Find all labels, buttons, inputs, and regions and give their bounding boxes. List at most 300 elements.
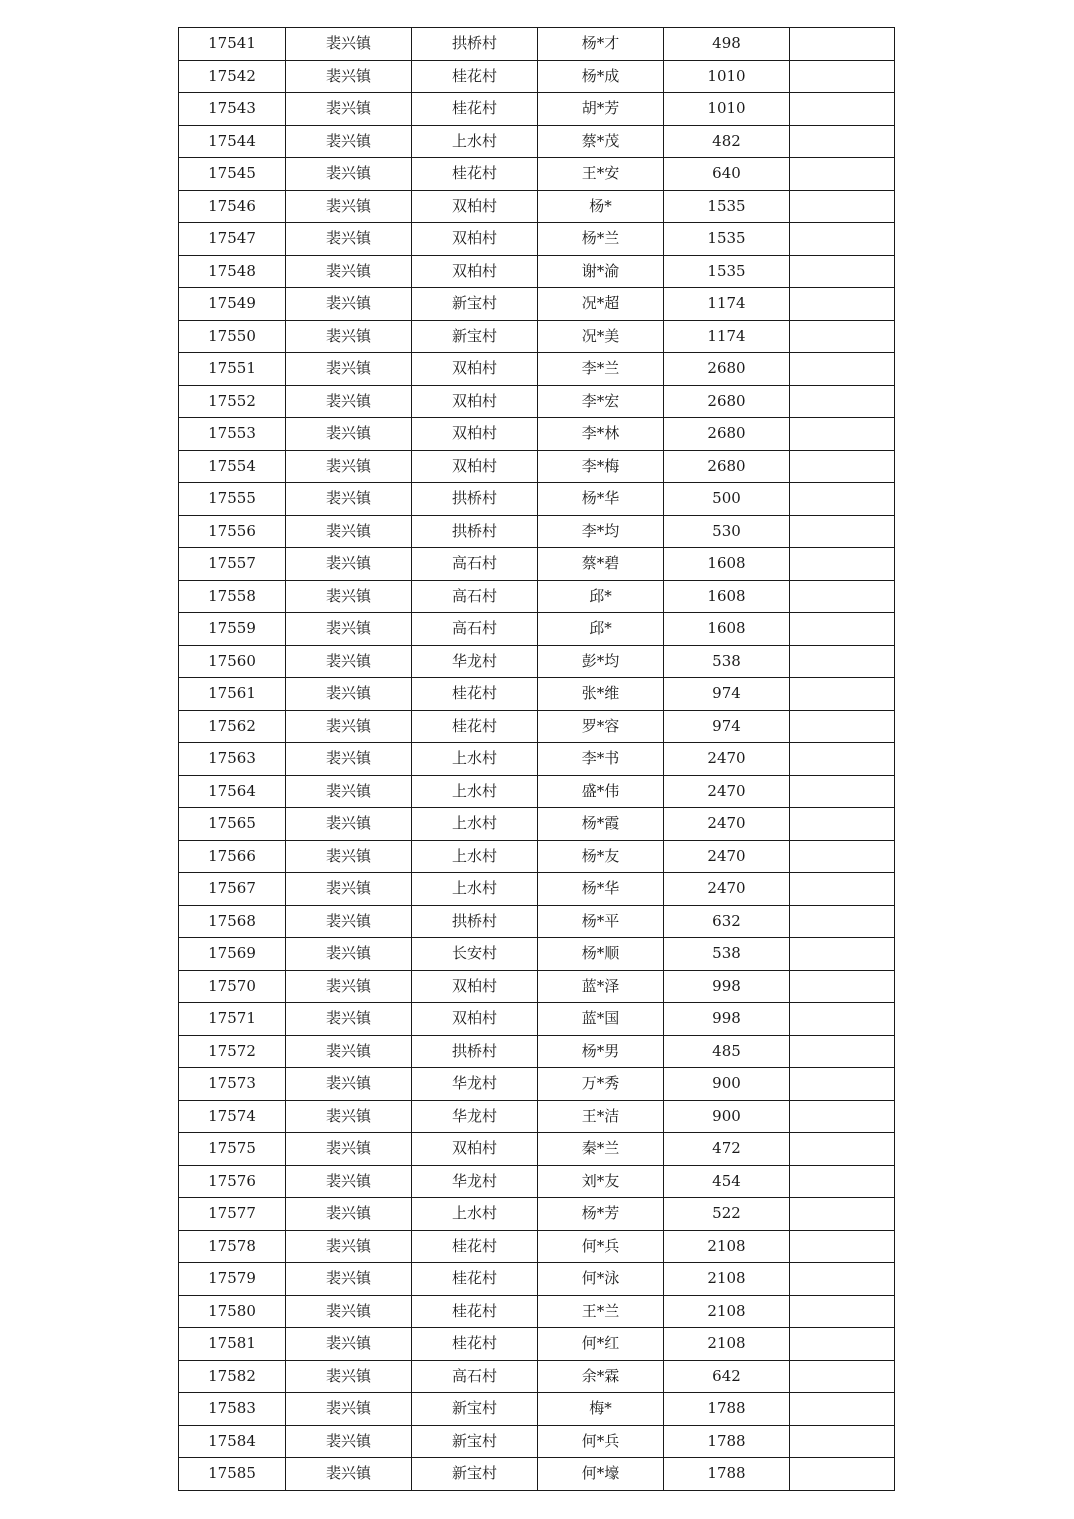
town-cell: 裴兴镇 [286,548,412,581]
name-cell: 杨*霞 [538,808,664,841]
amount-cell: 2108 [664,1263,790,1296]
village-cell: 华龙村 [412,645,538,678]
record-id-cell: 17558 [179,580,286,613]
village-cell: 新宝村 [412,1458,538,1491]
record-id-cell: 17583 [179,1393,286,1426]
village-cell: 上水村 [412,1198,538,1231]
name-cell: 杨*平 [538,905,664,938]
record-id-cell: 17550 [179,320,286,353]
record-id-cell: 17548 [179,255,286,288]
amount-cell: 2680 [664,418,790,451]
remark-cell [790,288,895,321]
record-id-cell: 17575 [179,1133,286,1166]
amount-cell: 1788 [664,1458,790,1491]
village-cell: 高石村 [412,580,538,613]
village-cell: 桂花村 [412,1328,538,1361]
name-cell: 张*维 [538,678,664,711]
village-cell: 桂花村 [412,1263,538,1296]
village-cell: 桂花村 [412,1295,538,1328]
amount-cell: 900 [664,1100,790,1133]
name-cell: 邱* [538,580,664,613]
remark-cell [790,1393,895,1426]
record-id-cell: 17545 [179,158,286,191]
record-id-cell: 17579 [179,1263,286,1296]
town-cell: 裴兴镇 [286,1068,412,1101]
town-cell: 裴兴镇 [286,353,412,386]
village-cell: 双柏村 [412,970,538,1003]
table-row [179,1100,895,1133]
amount-cell: 472 [664,1133,790,1166]
town-cell: 裴兴镇 [286,905,412,938]
village-cell: 上水村 [412,873,538,906]
record-id-cell: 17574 [179,1100,286,1133]
name-cell: 万*秀 [538,1068,664,1101]
record-id-cell: 17578 [179,1230,286,1263]
remark-cell [790,548,895,581]
village-cell: 双柏村 [412,190,538,223]
record-id-cell: 17581 [179,1328,286,1361]
table-row [179,353,895,386]
amount-cell: 900 [664,1068,790,1101]
name-cell: 蓝*国 [538,1003,664,1036]
name-cell: 杨*友 [538,840,664,873]
amount-cell: 1174 [664,288,790,321]
village-cell: 华龙村 [412,1068,538,1101]
village-cell: 新宝村 [412,1425,538,1458]
record-id-cell: 17549 [179,288,286,321]
village-cell: 桂花村 [412,93,538,126]
town-cell: 裴兴镇 [286,710,412,743]
amount-cell: 1010 [664,60,790,93]
record-id-cell: 17582 [179,1360,286,1393]
record-id-cell: 17544 [179,125,286,158]
table-row [179,645,895,678]
town-cell: 裴兴镇 [286,1393,412,1426]
table-row [179,938,895,971]
record-id-cell: 17563 [179,743,286,776]
remark-cell [790,1100,895,1133]
remark-cell [790,1263,895,1296]
table-row [179,288,895,321]
table-row [179,1393,895,1426]
table-row [179,1458,895,1491]
village-cell: 拱桥村 [412,483,538,516]
amount-cell: 1535 [664,255,790,288]
table-row [179,743,895,776]
town-cell: 裴兴镇 [286,840,412,873]
remark-cell [790,223,895,256]
village-cell: 高石村 [412,1360,538,1393]
table-row [179,710,895,743]
town-cell: 裴兴镇 [286,1458,412,1491]
remark-cell [790,1035,895,1068]
name-cell: 蓝*泽 [538,970,664,1003]
remark-cell [790,450,895,483]
remark-cell [790,190,895,223]
village-cell: 上水村 [412,840,538,873]
town-cell: 裴兴镇 [286,938,412,971]
remark-cell [790,808,895,841]
amount-cell: 2108 [664,1295,790,1328]
table-row [179,1198,895,1231]
amount-cell: 522 [664,1198,790,1231]
name-cell: 杨*男 [538,1035,664,1068]
amount-cell: 998 [664,970,790,1003]
village-cell: 双柏村 [412,418,538,451]
name-cell: 王*兰 [538,1295,664,1328]
record-id-cell: 17585 [179,1458,286,1491]
village-cell: 华龙村 [412,1100,538,1133]
amount-cell: 974 [664,678,790,711]
amount-cell: 2470 [664,873,790,906]
table-row [179,678,895,711]
town-cell: 裴兴镇 [286,580,412,613]
remark-cell [790,743,895,776]
town-cell: 裴兴镇 [286,93,412,126]
town-cell: 裴兴镇 [286,1328,412,1361]
village-cell: 上水村 [412,125,538,158]
record-id-cell: 17557 [179,548,286,581]
record-id-cell: 17570 [179,970,286,1003]
village-cell: 桂花村 [412,678,538,711]
amount-cell: 485 [664,1035,790,1068]
record-id-cell: 17576 [179,1165,286,1198]
record-id-cell: 17573 [179,1068,286,1101]
amount-cell: 538 [664,645,790,678]
town-cell: 裴兴镇 [286,385,412,418]
table-row [179,1230,895,1263]
amount-cell: 530 [664,515,790,548]
record-id-cell: 17556 [179,515,286,548]
village-cell: 上水村 [412,743,538,776]
amount-cell: 2470 [664,808,790,841]
table-row [179,775,895,808]
name-cell: 李*宏 [538,385,664,418]
name-cell: 何*兵 [538,1230,664,1263]
remark-cell [790,645,895,678]
village-cell: 双柏村 [412,450,538,483]
town-cell: 裴兴镇 [286,808,412,841]
remark-cell [790,255,895,288]
name-cell: 杨*成 [538,60,664,93]
amount-cell: 2108 [664,1328,790,1361]
town-cell: 裴兴镇 [286,873,412,906]
remark-cell [790,515,895,548]
amount-cell: 2470 [664,840,790,873]
village-cell: 新宝村 [412,1393,538,1426]
remark-cell [790,1133,895,1166]
record-id-cell: 17564 [179,775,286,808]
town-cell: 裴兴镇 [286,775,412,808]
record-id-cell: 17580 [179,1295,286,1328]
remark-cell [790,613,895,646]
name-cell: 罗*容 [538,710,664,743]
record-id-cell: 17552 [179,385,286,418]
name-cell: 邱* [538,613,664,646]
table-row [179,190,895,223]
remark-cell [790,28,895,61]
record-id-cell: 17546 [179,190,286,223]
remark-cell [790,353,895,386]
record-id-cell: 17541 [179,28,286,61]
remark-cell [790,1458,895,1491]
town-cell: 裴兴镇 [286,1165,412,1198]
town-cell: 裴兴镇 [286,645,412,678]
record-id-cell: 17562 [179,710,286,743]
name-cell: 蔡*碧 [538,548,664,581]
town-cell: 裴兴镇 [286,515,412,548]
name-cell: 刘*友 [538,1165,664,1198]
amount-cell: 998 [664,1003,790,1036]
record-id-cell: 17565 [179,808,286,841]
table-row [179,418,895,451]
record-id-cell: 17547 [179,223,286,256]
record-id-cell: 17567 [179,873,286,906]
remark-cell [790,1198,895,1231]
village-cell: 桂花村 [412,60,538,93]
name-cell: 王*安 [538,158,664,191]
town-cell: 裴兴镇 [286,1035,412,1068]
table-row [179,1425,895,1458]
remark-cell [790,1230,895,1263]
town-cell: 裴兴镇 [286,190,412,223]
record-id-cell: 17561 [179,678,286,711]
table-row [179,548,895,581]
table-row [179,808,895,841]
amount-cell: 2470 [664,743,790,776]
record-id-cell: 17554 [179,450,286,483]
table-row [179,1165,895,1198]
amount-cell: 1608 [664,548,790,581]
remark-cell [790,710,895,743]
town-cell: 裴兴镇 [286,970,412,1003]
amount-cell: 2680 [664,385,790,418]
amount-cell: 2470 [664,775,790,808]
name-cell: 梅* [538,1393,664,1426]
amount-cell: 640 [664,158,790,191]
name-cell: 蔡*茂 [538,125,664,158]
name-cell: 李*兰 [538,353,664,386]
table-row [179,93,895,126]
town-cell: 裴兴镇 [286,678,412,711]
remark-cell [790,93,895,126]
table-row [179,580,895,613]
record-id-cell: 17560 [179,645,286,678]
table-row [179,158,895,191]
village-cell: 双柏村 [412,1133,538,1166]
town-cell: 裴兴镇 [286,158,412,191]
town-cell: 裴兴镇 [286,1425,412,1458]
village-cell: 拱桥村 [412,1035,538,1068]
record-id-cell: 17572 [179,1035,286,1068]
table-row [179,1328,895,1361]
table-row [179,873,895,906]
town-cell: 裴兴镇 [286,1100,412,1133]
remark-cell [790,60,895,93]
record-id-cell: 17559 [179,613,286,646]
town-cell: 裴兴镇 [286,418,412,451]
remark-cell [790,158,895,191]
amount-cell: 1788 [664,1393,790,1426]
remark-cell [790,840,895,873]
name-cell: 谢*渝 [538,255,664,288]
name-cell: 胡*芳 [538,93,664,126]
name-cell: 何*壕 [538,1458,664,1491]
table-row [179,320,895,353]
amount-cell: 538 [664,938,790,971]
village-cell: 高石村 [412,548,538,581]
name-cell: 杨*芳 [538,1198,664,1231]
remark-cell [790,970,895,1003]
village-cell: 桂花村 [412,710,538,743]
town-cell: 裴兴镇 [286,125,412,158]
remark-cell [790,1360,895,1393]
amount-cell: 2680 [664,450,790,483]
amount-cell: 1608 [664,613,790,646]
remark-cell [790,678,895,711]
town-cell: 裴兴镇 [286,1003,412,1036]
village-cell: 双柏村 [412,353,538,386]
record-id-cell: 17553 [179,418,286,451]
town-cell: 裴兴镇 [286,288,412,321]
record-id-cell: 17584 [179,1425,286,1458]
remark-cell [790,905,895,938]
remark-cell [790,775,895,808]
amount-cell: 632 [664,905,790,938]
table-row [179,125,895,158]
amount-cell: 482 [664,125,790,158]
amount-cell: 1535 [664,223,790,256]
remark-cell [790,320,895,353]
record-id-cell: 17566 [179,840,286,873]
table-row [179,385,895,418]
town-cell: 裴兴镇 [286,743,412,776]
record-id-cell: 17551 [179,353,286,386]
table-row [179,840,895,873]
table-row [179,1263,895,1296]
table-row [179,1360,895,1393]
remark-cell [790,1328,895,1361]
town-cell: 裴兴镇 [286,613,412,646]
table-row [179,450,895,483]
town-cell: 裴兴镇 [286,1263,412,1296]
name-cell: 何*兵 [538,1425,664,1458]
town-cell: 裴兴镇 [286,320,412,353]
town-cell: 裴兴镇 [286,1360,412,1393]
amount-cell: 642 [664,1360,790,1393]
table-row [179,1035,895,1068]
amount-cell: 2680 [664,353,790,386]
remark-cell [790,580,895,613]
remark-cell [790,1165,895,1198]
town-cell: 裴兴镇 [286,483,412,516]
town-cell: 裴兴镇 [286,1133,412,1166]
name-cell: 李*梅 [538,450,664,483]
table-row [179,515,895,548]
name-cell: 秦*兰 [538,1133,664,1166]
name-cell: 杨*华 [538,483,664,516]
amount-cell: 1010 [664,93,790,126]
village-cell: 上水村 [412,808,538,841]
remark-cell [790,873,895,906]
village-cell: 双柏村 [412,223,538,256]
village-cell: 新宝村 [412,320,538,353]
record-id-cell: 17569 [179,938,286,971]
table-row [179,28,895,61]
amount-cell: 498 [664,28,790,61]
name-cell: 李*书 [538,743,664,776]
name-cell: 盛*伟 [538,775,664,808]
remark-cell [790,1425,895,1458]
amount-cell: 1788 [664,1425,790,1458]
remark-cell [790,1068,895,1101]
town-cell: 裴兴镇 [286,1295,412,1328]
name-cell: 王*洁 [538,1100,664,1133]
table-row [179,483,895,516]
remark-cell [790,938,895,971]
name-cell: 彭*均 [538,645,664,678]
table-row [179,905,895,938]
table-row [179,223,895,256]
village-cell: 上水村 [412,775,538,808]
data-table [178,27,895,1491]
remark-cell [790,125,895,158]
village-cell: 桂花村 [412,158,538,191]
name-cell: 杨*顺 [538,938,664,971]
name-cell: 李*均 [538,515,664,548]
village-cell: 高石村 [412,613,538,646]
record-id-cell: 17568 [179,905,286,938]
table-row [179,1068,895,1101]
table-row [179,60,895,93]
name-cell: 杨*兰 [538,223,664,256]
remark-cell [790,385,895,418]
table-row [179,1003,895,1036]
town-cell: 裴兴镇 [286,1230,412,1263]
table-row [179,1133,895,1166]
remark-cell [790,418,895,451]
town-cell: 裴兴镇 [286,255,412,288]
village-cell: 双柏村 [412,1003,538,1036]
town-cell: 裴兴镇 [286,450,412,483]
table-row [179,613,895,646]
table-row [179,970,895,1003]
remark-cell [790,1003,895,1036]
amount-cell: 1608 [664,580,790,613]
amount-cell: 1535 [664,190,790,223]
name-cell: 何*红 [538,1328,664,1361]
village-cell: 双柏村 [412,255,538,288]
record-id-cell: 17571 [179,1003,286,1036]
amount-cell: 454 [664,1165,790,1198]
remark-cell [790,483,895,516]
village-cell: 华龙村 [412,1165,538,1198]
amount-cell: 500 [664,483,790,516]
village-cell: 拱桥村 [412,905,538,938]
remark-cell [790,1295,895,1328]
amount-cell: 1174 [664,320,790,353]
table-row [179,255,895,288]
name-cell: 李*林 [538,418,664,451]
village-cell: 拱桥村 [412,28,538,61]
name-cell: 余*霖 [538,1360,664,1393]
name-cell: 何*泳 [538,1263,664,1296]
village-cell: 拱桥村 [412,515,538,548]
name-cell: 杨*才 [538,28,664,61]
village-cell: 桂花村 [412,1230,538,1263]
town-cell: 裴兴镇 [286,28,412,61]
table-body [179,28,895,1491]
